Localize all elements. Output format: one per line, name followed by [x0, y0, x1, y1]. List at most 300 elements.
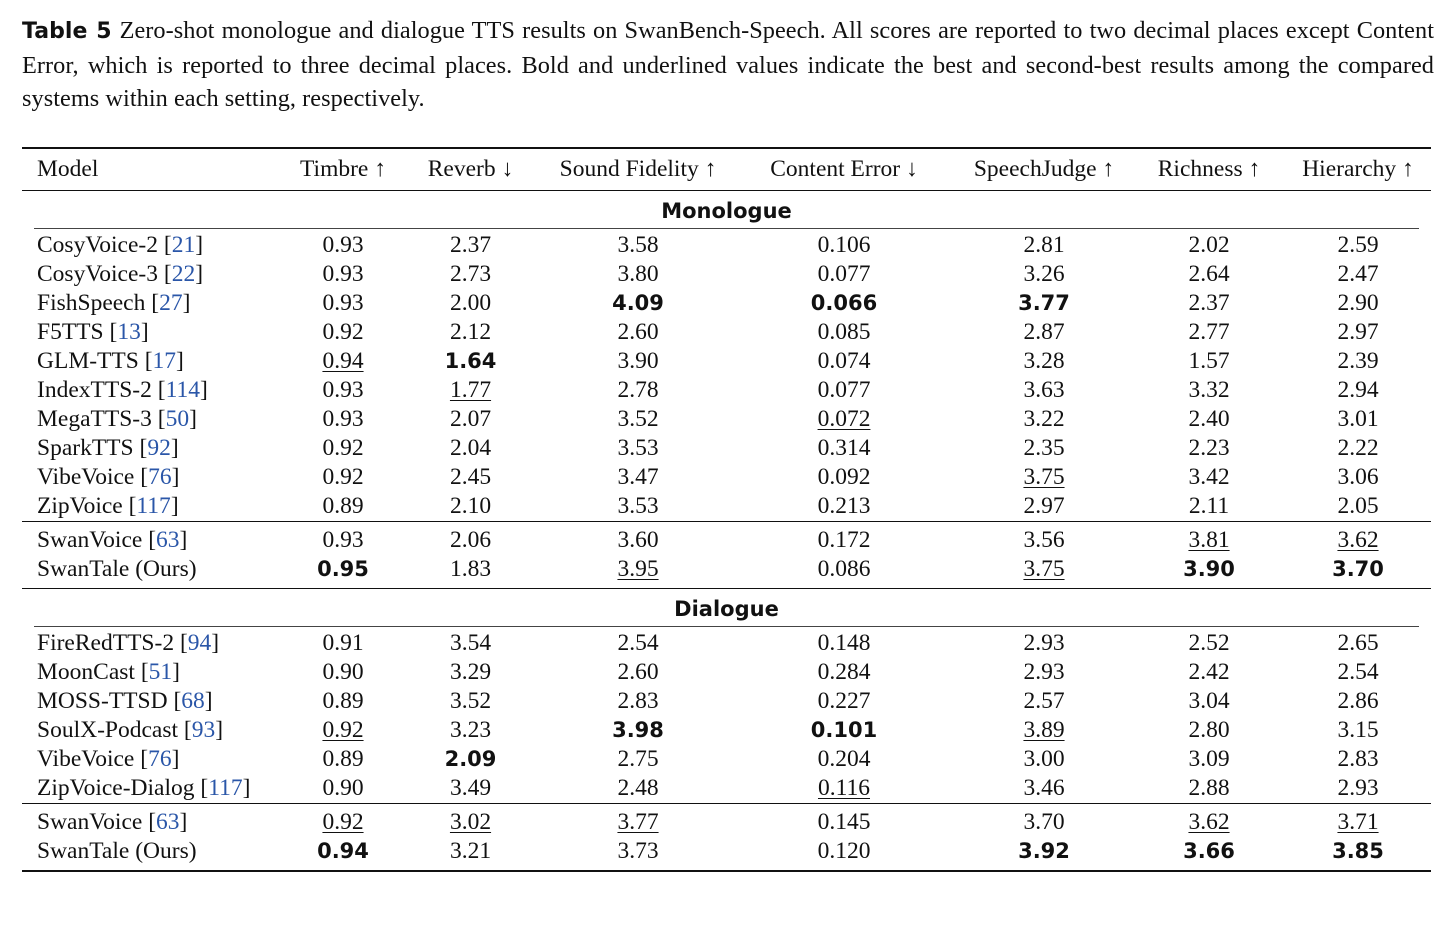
score-cell — [955, 837, 1133, 871]
score-value: 3.32 — [1188, 377, 1230, 403]
citation-link[interactable]: 63 — [156, 809, 180, 835]
score-value: 3.04 — [1188, 688, 1230, 714]
results-table — [22, 147, 1431, 872]
score-cell — [543, 629, 733, 658]
score-cell — [288, 463, 398, 492]
score-cell — [543, 405, 733, 434]
score-cell — [1285, 289, 1431, 318]
score-value: 2.39 — [1337, 348, 1379, 374]
score-value: 0.93 — [322, 261, 364, 287]
score-value: 2.60 — [617, 659, 659, 685]
score-cell — [733, 318, 955, 347]
score-value: 0.085 — [817, 319, 871, 345]
model-name-cell: MoonCast [51] — [37, 659, 180, 685]
score-cell — [543, 289, 733, 318]
score-cell — [288, 260, 398, 289]
score-cell — [955, 347, 1133, 376]
score-value: 3.02 — [449, 809, 492, 835]
score-cell — [955, 629, 1133, 658]
score-value: 0.93 — [322, 377, 364, 403]
model-name-cell: FishSpeech [27] — [37, 290, 191, 316]
score-value: 3.66 — [1183, 839, 1235, 863]
score-value: 3.58 — [617, 232, 659, 258]
score-cell — [543, 716, 733, 745]
score-value: 3.06 — [1337, 464, 1379, 490]
score-value: 2.93 — [1337, 775, 1379, 801]
column-header-speechjudge: SpeechJudge ↑ — [955, 148, 1133, 191]
score-cell — [733, 687, 955, 716]
score-cell — [1285, 347, 1431, 376]
citation-link[interactable]: 21 — [171, 232, 196, 258]
score-cell — [1285, 231, 1431, 260]
score-value: 3.95 — [617, 556, 659, 582]
score-value: 3.47 — [617, 464, 659, 490]
score-value: 2.83 — [1337, 746, 1379, 772]
score-value: 2.59 — [1337, 232, 1379, 258]
score-value: 2.87 — [1023, 319, 1065, 345]
score-value: 0.106 — [817, 232, 871, 258]
score-value: 2.06 — [449, 527, 492, 553]
score-cell — [543, 745, 733, 774]
score-value: 0.93 — [322, 290, 364, 316]
score-value: 2.97 — [1337, 319, 1379, 345]
model-name: FishSpeech — [37, 290, 146, 316]
score-cell — [733, 347, 955, 376]
score-value: 0.227 — [817, 688, 871, 714]
model-name-cell: VibeVoice [76] — [37, 746, 180, 772]
score-cell — [398, 463, 543, 492]
model-name-cell: VibeVoice [76] — [37, 464, 180, 490]
score-value: 2.60 — [617, 319, 659, 345]
model-name: VibeVoice — [37, 746, 135, 772]
score-value: 2.93 — [1023, 630, 1065, 656]
score-cell — [398, 405, 543, 434]
score-value: 0.89 — [322, 688, 364, 714]
score-cell — [398, 629, 543, 658]
score-value: 3.52 — [449, 688, 492, 714]
score-value: 2.81 — [1023, 232, 1065, 258]
table-row — [22, 522, 1431, 556]
citation-link[interactable]: 94 — [187, 630, 212, 656]
score-cell — [955, 405, 1133, 434]
score-cell — [288, 629, 398, 658]
score-value: 2.11 — [1188, 493, 1230, 519]
table-row — [22, 837, 1431, 871]
score-cell — [398, 260, 543, 289]
table-row — [22, 260, 1431, 289]
score-cell — [543, 318, 733, 347]
score-cell — [288, 231, 398, 260]
score-value: 2.48 — [617, 775, 659, 801]
model-name-cell — [22, 837, 288, 871]
model-name: CosyVoice-3 — [37, 261, 158, 287]
score-value: 2.93 — [1023, 659, 1065, 685]
table-row — [22, 318, 1431, 347]
model-name: SwanTale (Ours) — [37, 556, 197, 582]
model-name: MOSS-TTSD — [37, 688, 168, 714]
citation-link[interactable]: 63 — [156, 527, 180, 553]
citation-link[interactable]: 114 — [165, 377, 200, 403]
score-value: 1.64 — [444, 349, 497, 373]
score-value: 0.074 — [817, 348, 871, 374]
score-value: 0.072 — [817, 406, 871, 432]
score-cell — [1133, 716, 1285, 745]
score-cell — [543, 687, 733, 716]
score-cell — [955, 289, 1133, 318]
score-cell — [955, 658, 1133, 687]
score-value: 0.066 — [810, 291, 878, 315]
score-value: 2.94 — [1337, 377, 1379, 403]
citation-link[interactable]: 50 — [165, 406, 190, 432]
score-cell — [1133, 687, 1285, 716]
score-cell — [733, 629, 955, 658]
score-cell — [543, 555, 733, 589]
score-cell — [1133, 745, 1285, 774]
table-row — [22, 716, 1431, 745]
score-value: 2.07 — [449, 406, 492, 432]
score-value: 3.71 — [1337, 809, 1379, 835]
score-value: 3.85 — [1332, 839, 1384, 863]
model-name: CosyVoice-2 — [37, 232, 158, 258]
score-value: 0.120 — [817, 838, 871, 864]
column-header-hierarchy: Hierarchy ↑ — [1285, 148, 1431, 191]
score-cell — [955, 434, 1133, 463]
score-cell — [955, 318, 1133, 347]
score-cell — [1133, 522, 1285, 556]
table-row — [22, 289, 1431, 318]
citation-link[interactable]: 51 — [148, 659, 173, 685]
score-cell — [733, 376, 955, 405]
score-cell — [1133, 492, 1285, 522]
score-cell — [955, 492, 1133, 522]
citation-link[interactable]: 76 — [148, 746, 172, 772]
score-cell — [1133, 260, 1285, 289]
score-value: 3.75 — [1023, 556, 1065, 582]
score-cell — [1133, 231, 1285, 260]
score-cell — [288, 434, 398, 463]
model-name: MoonCast — [37, 659, 135, 685]
score-cell — [733, 463, 955, 492]
score-value: 2.22 — [1337, 435, 1379, 461]
citation-link[interactable]: 117 — [136, 493, 171, 519]
score-value: 0.92 — [322, 717, 364, 743]
score-value: 2.09 — [444, 747, 497, 771]
section-title — [22, 589, 1431, 630]
model-name-cell: GLM-TTS [17] — [37, 348, 184, 374]
table-row — [22, 629, 1431, 658]
score-cell — [733, 658, 955, 687]
score-cell — [288, 318, 398, 347]
column-header-sound-fidelity: Sound Fidelity ↑ — [543, 148, 733, 191]
score-value: 2.00 — [449, 290, 492, 316]
score-cell — [1133, 318, 1285, 347]
score-cell — [543, 434, 733, 463]
score-value: 2.88 — [1188, 775, 1230, 801]
score-cell — [398, 774, 543, 804]
score-cell — [1285, 687, 1431, 716]
score-cell — [1285, 405, 1431, 434]
score-cell — [1285, 745, 1431, 774]
score-cell — [1285, 260, 1431, 289]
model-name-cell: IndexTTS-2 [114] — [37, 377, 208, 403]
score-cell — [398, 492, 543, 522]
score-value: 2.75 — [617, 746, 659, 772]
score-cell — [733, 231, 955, 260]
score-cell — [288, 289, 398, 318]
score-value: 3.26 — [1023, 261, 1065, 287]
score-value: 0.92 — [322, 809, 364, 835]
score-cell — [1285, 658, 1431, 687]
table-row — [22, 774, 1431, 804]
model-name-cell: F5TTS [13] — [37, 319, 149, 345]
column-header-timbre: Timbre ↑ — [288, 148, 398, 191]
table-caption — [22, 14, 1434, 116]
score-value: 0.94 — [317, 839, 369, 863]
model-name-cell: CosyVoice-3 [22] — [37, 261, 204, 287]
score-value: 3.81 — [1188, 527, 1230, 553]
score-cell — [398, 716, 543, 745]
citation-link[interactable]: 27 — [159, 290, 183, 316]
header-row — [22, 148, 1431, 191]
score-value: 3.60 — [617, 527, 659, 553]
score-cell — [1133, 774, 1285, 804]
model-name-cell: SwanVoice [63] — [22, 522, 288, 556]
score-cell — [288, 804, 398, 838]
score-cell — [955, 522, 1133, 556]
citation-link[interactable]: 93 — [191, 717, 216, 743]
score-cell — [398, 745, 543, 774]
column-header-richness: Richness ↑ — [1133, 148, 1285, 191]
score-cell — [733, 289, 955, 318]
model-name-cell: MOSS-TTSD [68] — [37, 688, 213, 714]
score-value: 2.97 — [1023, 493, 1065, 519]
score-cell — [955, 376, 1133, 405]
score-cell — [1285, 555, 1431, 589]
column-header-model: Model — [22, 148, 288, 191]
score-cell — [543, 231, 733, 260]
table-row — [22, 347, 1431, 376]
score-value: 3.21 — [449, 838, 492, 864]
score-cell — [1285, 376, 1431, 405]
table-row — [22, 376, 1431, 405]
score-value: 3.54 — [449, 630, 492, 656]
score-cell — [733, 745, 955, 774]
score-value: 0.148 — [817, 630, 871, 656]
score-cell — [733, 405, 955, 434]
score-value: 0.94 — [322, 348, 364, 374]
score-value: 3.70 — [1332, 557, 1384, 581]
score-value: 0.101 — [810, 718, 878, 742]
section-header-row — [22, 589, 1431, 630]
table-row — [22, 492, 1431, 522]
model-name-cell: CosyVoice-2 [21] — [37, 232, 204, 258]
score-cell — [288, 837, 398, 871]
score-cell — [543, 658, 733, 687]
score-value: 0.172 — [817, 527, 871, 553]
score-value: 3.62 — [1188, 809, 1230, 835]
score-value: 1.83 — [449, 556, 492, 582]
score-cell — [955, 231, 1133, 260]
model-name: SwanVoice — [37, 527, 143, 553]
score-cell — [955, 716, 1133, 745]
score-value: 2.90 — [1337, 290, 1379, 316]
table-label: Table 5 — [22, 19, 112, 44]
score-cell — [543, 260, 733, 289]
citation-link[interactable]: 117 — [208, 775, 243, 801]
score-value: 3.23 — [449, 717, 492, 743]
score-value: 0.213 — [817, 493, 871, 519]
score-cell — [398, 376, 543, 405]
citation-link[interactable]: 22 — [171, 261, 196, 287]
model-name-cell: ZipVoice [117] — [37, 493, 179, 519]
score-cell — [1133, 555, 1285, 589]
score-value: 0.93 — [322, 527, 364, 553]
score-value: 3.77 — [1018, 291, 1070, 315]
model-name-cell: SparkTTS [92] — [37, 435, 179, 461]
score-value: 2.37 — [1188, 290, 1230, 316]
score-cell — [1133, 463, 1285, 492]
score-value: 2.57 — [1023, 688, 1065, 714]
score-value: 0.93 — [322, 232, 364, 258]
table-row — [22, 463, 1431, 492]
model-name: ZipVoice-Dialog — [37, 775, 195, 801]
score-value: 2.77 — [1188, 319, 1230, 345]
score-cell — [288, 687, 398, 716]
score-cell — [543, 492, 733, 522]
score-cell — [1285, 434, 1431, 463]
score-value: 0.90 — [322, 775, 364, 801]
score-value: 3.53 — [617, 493, 659, 519]
score-cell — [288, 405, 398, 434]
table-row — [22, 231, 1431, 260]
score-value: 0.93 — [322, 406, 364, 432]
score-value: 3.28 — [1023, 348, 1065, 374]
score-cell — [398, 231, 543, 260]
score-cell — [288, 376, 398, 405]
citation-link[interactable]: 68 — [181, 688, 205, 714]
score-cell — [955, 687, 1133, 716]
score-cell — [1285, 463, 1431, 492]
citation-link[interactable]: 76 — [148, 464, 172, 490]
score-value: 2.04 — [449, 435, 492, 461]
score-cell — [733, 774, 955, 804]
table-row — [22, 555, 1431, 589]
table-row — [22, 405, 1431, 434]
score-cell — [543, 347, 733, 376]
score-cell — [543, 837, 733, 871]
score-cell — [955, 260, 1133, 289]
score-value: 2.47 — [1337, 261, 1379, 287]
score-value: 3.98 — [612, 718, 664, 742]
score-value: 2.54 — [617, 630, 659, 656]
score-cell — [1133, 658, 1285, 687]
model-name: SwanVoice — [37, 809, 143, 835]
score-value: 2.65 — [1337, 630, 1379, 656]
table-row — [22, 804, 1431, 838]
caption-text: Zero-shot monologue and dialogue TTS results on SwanBench-Speech. All scores are reported to two decimal places except Content Error, which is reported to three decimal places. Bold and underlined values indicate the best and second-best results among the compared systems within each setting, respectively. — [22, 17, 1434, 112]
score-cell — [288, 716, 398, 745]
score-value: 3.49 — [449, 775, 492, 801]
score-value: 3.15 — [1337, 717, 1379, 743]
column-header-reverb: Reverb ↓ — [398, 148, 543, 191]
score-cell — [955, 804, 1133, 838]
score-value: 3.90 — [1183, 557, 1235, 581]
citation-link[interactable]: 92 — [147, 435, 171, 461]
table-row — [22, 745, 1431, 774]
score-cell — [733, 804, 955, 838]
score-value: 3.52 — [617, 406, 659, 432]
score-cell — [398, 658, 543, 687]
citation-link[interactable]: 17 — [152, 348, 177, 374]
score-cell — [398, 804, 543, 838]
score-value: 3.09 — [1188, 746, 1230, 772]
score-cell — [398, 347, 543, 376]
score-value: 3.73 — [617, 838, 659, 864]
score-cell — [288, 745, 398, 774]
score-value: 3.80 — [617, 261, 659, 287]
score-value: 2.05 — [1337, 493, 1379, 519]
model-name-cell — [22, 555, 288, 589]
section-title — [22, 191, 1431, 232]
model-name: FireRedTTS-2 — [37, 630, 175, 656]
score-value: 3.75 — [1023, 464, 1065, 490]
score-value: 2.42 — [1188, 659, 1230, 685]
score-value: 4.09 — [612, 291, 664, 315]
score-cell — [1285, 318, 1431, 347]
score-value: 0.077 — [817, 261, 871, 287]
score-value: 3.42 — [1188, 464, 1230, 490]
score-cell — [1133, 837, 1285, 871]
score-value: 3.77 — [617, 809, 659, 835]
score-value: 2.10 — [449, 493, 492, 519]
score-cell — [288, 555, 398, 589]
score-value: 2.78 — [617, 377, 659, 403]
model-name-cell: MegaTTS-3 [50] — [37, 406, 197, 432]
citation-link[interactable]: 13 — [117, 319, 141, 345]
score-value: 2.40 — [1188, 406, 1230, 432]
score-value: 3.53 — [617, 435, 659, 461]
model-name: VibeVoice — [37, 464, 135, 490]
score-value: 0.95 — [317, 557, 369, 581]
score-cell — [1133, 405, 1285, 434]
score-value: 3.29 — [449, 659, 492, 685]
score-cell — [955, 555, 1133, 589]
column-header-content-error: Content Error ↓ — [733, 148, 955, 191]
score-value: 0.284 — [817, 659, 871, 685]
score-value: 0.092 — [817, 464, 871, 490]
score-cell — [733, 716, 955, 745]
score-cell — [543, 522, 733, 556]
score-cell — [543, 804, 733, 838]
score-value: 2.52 — [1188, 630, 1230, 656]
model-name-cell: SwanVoice [63] — [22, 804, 288, 838]
score-cell — [1285, 492, 1431, 522]
score-cell — [733, 260, 955, 289]
table-row — [22, 434, 1431, 463]
score-value: 3.22 — [1023, 406, 1065, 432]
score-value: 0.89 — [322, 746, 364, 772]
score-cell — [398, 434, 543, 463]
score-cell — [288, 658, 398, 687]
model-name: IndexTTS-2 — [37, 377, 152, 403]
section-rule — [34, 228, 1419, 229]
score-value: 2.37 — [449, 232, 492, 258]
model-name: MegaTTS-3 — [37, 406, 152, 432]
score-cell — [1285, 629, 1431, 658]
section-header-row — [22, 191, 1431, 232]
section-rule — [34, 626, 1419, 627]
score-value: 0.90 — [322, 659, 364, 685]
